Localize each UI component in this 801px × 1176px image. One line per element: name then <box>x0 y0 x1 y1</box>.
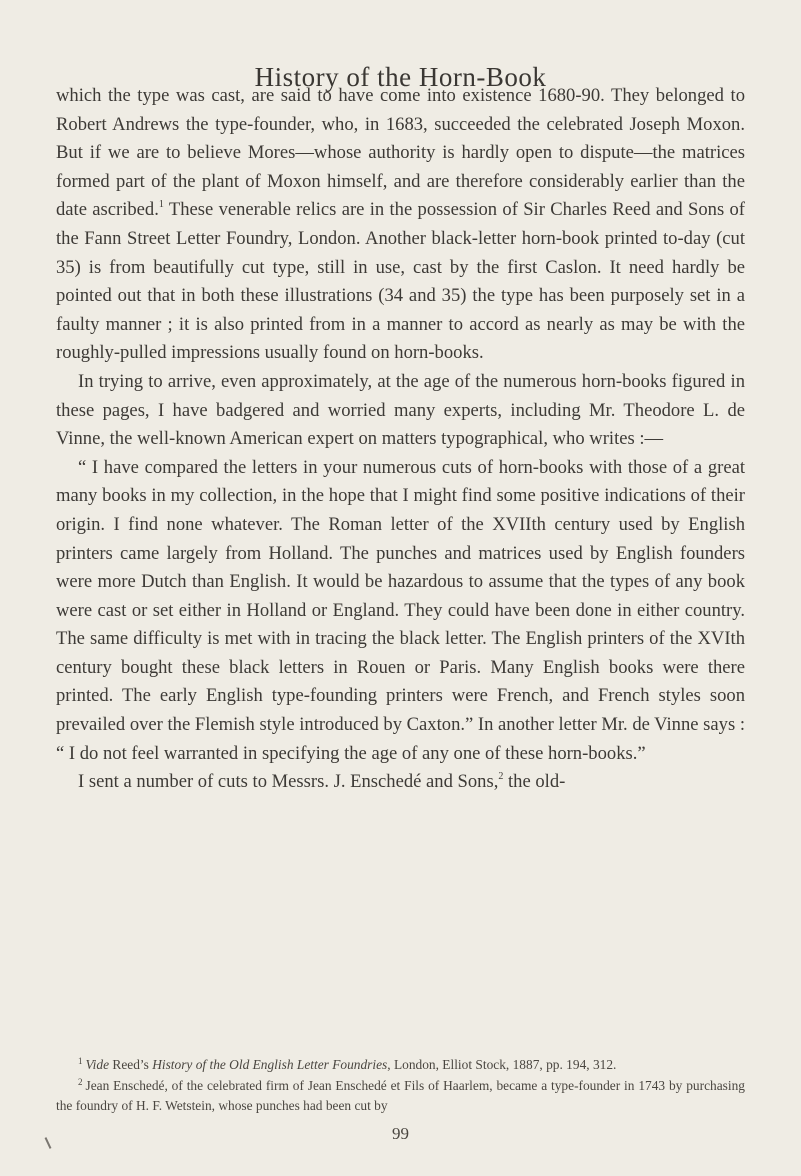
paragraph <box>56 82 745 368</box>
body-text <box>56 82 745 797</box>
paragraph <box>56 368 745 454</box>
text-run: , London, Elliot Stock, 1887, pp. 194, 312. <box>387 1057 617 1072</box>
text-run: I sent a number of cuts to Messrs. J. Enschedé and Sons, <box>78 771 499 793</box>
text-run: which the type was cast, are said to have come into existence 1680-90. They belonged to Robert Andrews the type-founder, who, in 1683, succeeded the celebrated Joseph Moxon. But if we are to believe Mores—whose authority is hardly open to dispute—the matrices formed part of the plant of Moxon himself, and are therefore considerably earlier than the date ascribed. <box>56 85 745 221</box>
text-run: the old- <box>503 771 566 793</box>
footnote <box>56 1055 745 1076</box>
text-run: Jean Enschedé, of the celebrated firm of Jean Enschedé et Fils of Haarlem, became a type-founder in 1743 by purchasing the foundry of H. F. Wetstein, whose punches had been cut by <box>56 1077 745 1113</box>
text-run: These venerable relics are in the possession of Sir Charles Reed and Sons of the Fann Street Letter Foundry, London. Another black-letter horn-book printed to-day (cut 35) is from beautifully cut type, still in use, cast by the first Caslon. It need hardly be pointed out that in both these illustrations (34 and 35) the type has been purposely set in a faulty manner ; it is also printed from in a manner to accord as nearly as may be with the roughly-pulled impressions usually found on horn-books. <box>56 199 745 364</box>
footnote <box>56 1076 745 1117</box>
page-number: 99 <box>392 1124 409 1143</box>
running-head: History of the Horn-Book <box>254 62 547 92</box>
text-run: “ I have compared the letters in your numerous cuts of horn-books with those of a great many books in my collection, in the hope that I might find some positive indications of their origin. I find none whatever. The Roman letter of the XVIIth century used by English printers came largely from Holland. The punches and matrices used by English founders were more Dutch than English. It would be hazardous to assume that the types of any book were cast or set either in Holland or England. They could have been done in either country. The same difficulty is met with in tracing the black letter. The English printers of the XVIth century bought these black letters in Rouen or Paris. Many English books were there printed. The early English type-founding printers were French, and French styles soon prevailed over the Flemish style introduced by Caxton.” In another letter Mr. de Vinne says : “ I do not feel warranted in specifying the age of any one of these horn-books.” <box>56 456 745 764</box>
footnote-reference: 1 <box>158 199 164 211</box>
footnote-number: 1 <box>78 1056 83 1066</box>
paragraph <box>56 454 745 769</box>
italic-text-run: Vide <box>85 1057 110 1072</box>
text-run: In trying to arrive, even approximately, at the age of the numerous horn-books figured in these pages, I have badgered and worried many experts, including Mr. Theodore L. de Vinne, the well-known American expert on matters typographical, who writes :— <box>56 370 745 450</box>
footnote-number: 2 <box>78 1076 83 1087</box>
paragraph <box>56 768 745 797</box>
footnotes <box>56 1055 745 1117</box>
italic-text-run: History of the Old English Letter Foundries <box>152 1057 388 1072</box>
text-run: Reed’s <box>109 1057 153 1072</box>
footnote-reference: 2 <box>498 771 504 783</box>
